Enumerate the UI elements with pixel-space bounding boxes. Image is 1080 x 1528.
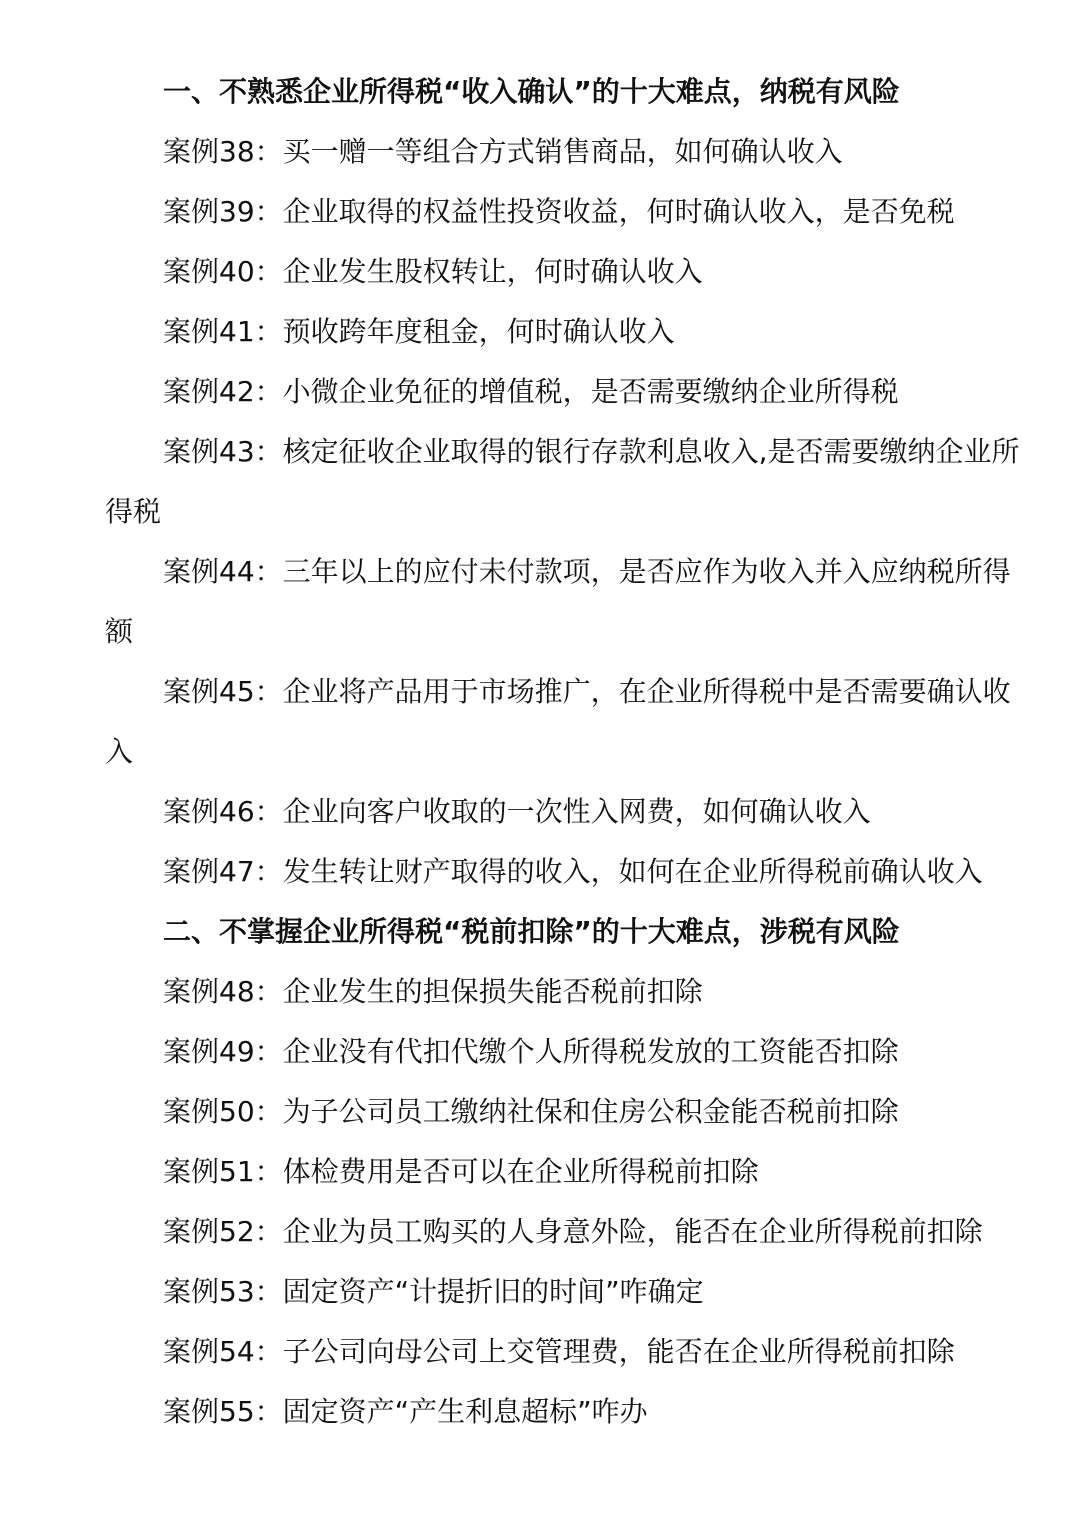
case-title: 发生转让财产取得的收入，如何在企业所得税前确认收入 bbox=[282, 855, 983, 888]
case-title: 企业取得的权益性投资收益，何时确认收入，是否免税 bbox=[282, 195, 955, 228]
case-title: 小微企业免征的增值税，是否需要缴纳企业所得税 bbox=[282, 375, 899, 408]
case-number: 案例48： bbox=[163, 975, 283, 1008]
case-title: 为子公司员工缴纳社保和住房公积金能否税前扣除 bbox=[282, 1095, 899, 1128]
case-number: 案例49： bbox=[163, 1035, 283, 1068]
case-title: 核定征收企业取得的银行存款利息收入,是否需要缴纳企业所得税 bbox=[105, 435, 1020, 528]
case-number: 案例52： bbox=[163, 1215, 283, 1248]
case-title: 固定资产“计提折旧的时间”咋确定 bbox=[282, 1275, 704, 1308]
case-43 bbox=[105, 422, 1020, 542]
case-title: 预收跨年度租金，何时确认收入 bbox=[282, 315, 675, 348]
case-47 bbox=[105, 842, 1020, 902]
section-heading-1: 一、不熟悉企业所得税“收入确认”的十大难点，纳税有风险 bbox=[163, 75, 900, 108]
case-51 bbox=[105, 1142, 1020, 1202]
case-number: 案例47： bbox=[163, 855, 283, 888]
case-50 bbox=[105, 1082, 1020, 1142]
case-46 bbox=[105, 782, 1020, 842]
case-title: 企业发生的担保损失能否税前扣除 bbox=[282, 975, 703, 1008]
case-number: 案例51： bbox=[163, 1155, 283, 1188]
case-number: 案例43： bbox=[163, 435, 283, 468]
case-55 bbox=[105, 1382, 1020, 1442]
case-title: 企业为员工购买的人身意外险，能否在企业所得税前扣除 bbox=[282, 1215, 983, 1248]
case-40 bbox=[105, 242, 1020, 302]
case-number: 案例42： bbox=[163, 375, 283, 408]
case-54 bbox=[105, 1322, 1020, 1382]
case-title: 子公司向母公司上交管理费，能否在企业所得税前扣除 bbox=[282, 1335, 955, 1368]
case-44 bbox=[105, 542, 1020, 662]
case-53 bbox=[105, 1262, 1020, 1322]
case-title: 企业发生股权转让，何时确认收入 bbox=[282, 255, 703, 288]
case-48 bbox=[105, 962, 1020, 1022]
case-number: 案例53： bbox=[163, 1275, 283, 1308]
case-42 bbox=[105, 362, 1020, 422]
case-title: 企业没有代扣代缴个人所得税发放的工资能否扣除 bbox=[282, 1035, 899, 1068]
section-heading-2: 二、不掌握企业所得税“税前扣除”的十大难点，涉税有风险 bbox=[163, 915, 900, 948]
case-52 bbox=[105, 1202, 1020, 1262]
case-title: 体检费用是否可以在企业所得税前扣除 bbox=[282, 1155, 759, 1188]
case-number: 案例38： bbox=[163, 135, 283, 168]
case-49 bbox=[105, 1022, 1020, 1082]
case-45 bbox=[105, 662, 1020, 782]
case-number: 案例55： bbox=[163, 1395, 283, 1428]
case-38 bbox=[105, 122, 1020, 182]
case-number: 案例54： bbox=[163, 1335, 283, 1368]
case-number: 案例45： bbox=[163, 675, 283, 708]
case-41 bbox=[105, 302, 1020, 362]
case-number: 案例50： bbox=[163, 1095, 283, 1128]
case-title: 固定资产“产生利息超标”咋办 bbox=[282, 1395, 648, 1428]
case-39 bbox=[105, 182, 1020, 242]
case-title: 三年以上的应付未付款项，是否应作为收入并入应纳税所得额 bbox=[105, 555, 1011, 648]
case-title: 买一赠一等组合方式销售商品，如何确认收入 bbox=[282, 135, 843, 168]
case-number: 案例41： bbox=[163, 315, 283, 348]
case-number: 案例39： bbox=[163, 195, 283, 228]
case-number: 案例40： bbox=[163, 255, 283, 288]
case-number: 案例44： bbox=[163, 555, 283, 588]
document-body bbox=[105, 62, 1020, 1442]
case-number: 案例46： bbox=[163, 795, 283, 828]
case-title: 企业将产品用于市场推广，在企业所得税中是否需要确认收入 bbox=[105, 675, 1011, 768]
case-title: 企业向客户收取的一次性入网费，如何确认收入 bbox=[282, 795, 871, 828]
